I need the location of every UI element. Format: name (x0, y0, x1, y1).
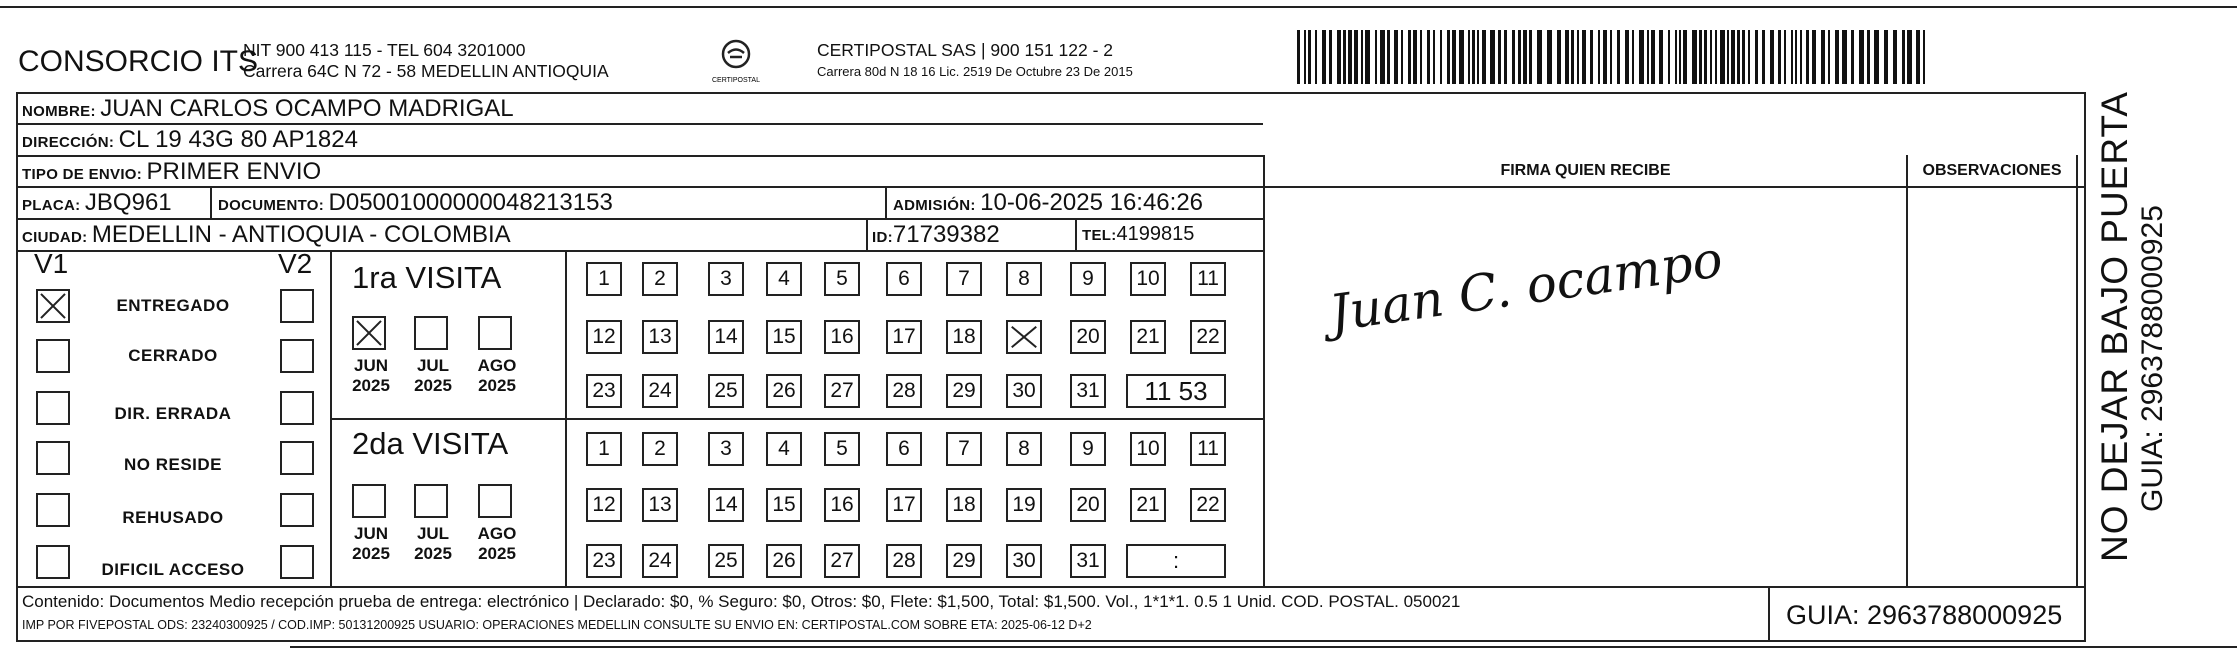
barcode-bar (1800, 30, 1802, 84)
barcode-bar (1447, 30, 1450, 84)
day-box[interactable]: 20 (1070, 488, 1106, 522)
v1-checkbox[interactable] (36, 545, 70, 579)
barcode-bar (1884, 30, 1888, 84)
id-label: ID: (872, 229, 893, 246)
ciudad-label: CIUDAD: (22, 229, 88, 246)
tipo-envio-row (22, 158, 321, 186)
day-box[interactable]: 24 (642, 374, 678, 408)
v1-checkbox[interactable] (36, 441, 70, 475)
rule (866, 218, 868, 250)
rule (16, 250, 1263, 252)
day-box[interactable]: 6 (886, 262, 922, 296)
rule (16, 123, 1263, 125)
day-box[interactable]: 3 (708, 432, 744, 466)
day-box[interactable]: 8 (1006, 262, 1042, 296)
direccion-row (22, 126, 358, 154)
barcode-bar (1762, 30, 1765, 84)
barcode-bar (1704, 30, 1707, 84)
barcode-bar (1874, 30, 1879, 84)
barcode-bar (1408, 30, 1411, 84)
barcode-bar (1582, 30, 1586, 84)
day-box[interactable]: 11 (1190, 262, 1226, 296)
day-box[interactable]: 16 (824, 320, 860, 354)
month-name: JUL (416, 524, 450, 543)
day-box[interactable]: 6 (886, 432, 922, 466)
placa-label: PLACA: (22, 197, 81, 214)
day-box[interactable] (1006, 320, 1042, 354)
barcode-bar (1380, 30, 1385, 84)
status-label: DIFICIL ACCESO (101, 560, 245, 579)
day-box[interactable]: 20 (1070, 320, 1106, 354)
barcode-bar (1867, 30, 1870, 84)
rule (2076, 155, 2078, 586)
barcode-bar (1529, 30, 1532, 84)
footer-content-line: Contenido: Documentos Medio recepción prueba de entrega: electrónico | Declarado: $0, % Seguro: $0, Otros: $0, Flete: $1,500, Total: $1,500. Vol., 1*1*1. 0.5 1 Unid. COD. POSTAL. 050021 (22, 592, 1461, 611)
day-box[interactable]: 22 (1190, 488, 1226, 522)
v2-checkbox[interactable] (280, 493, 314, 527)
status-label: ENTREGADO (116, 296, 230, 315)
day-box[interactable]: 30 (1006, 374, 1042, 408)
barcode-bar (1699, 30, 1702, 84)
company-name: CONSORCIO ITS (18, 45, 259, 78)
barcode-bar (1557, 30, 1561, 84)
day-box[interactable]: 31 (1070, 544, 1106, 578)
day-box[interactable]: 4 (766, 432, 802, 466)
day-box[interactable]: 29 (946, 544, 982, 578)
nombre-value: JUAN CARLOS OCAMPO MADRIGAL (100, 95, 514, 122)
placa-value: JBQ961 (84, 189, 172, 216)
barcode-bar (1812, 30, 1816, 84)
month-year: 2025 (414, 376, 452, 395)
barcode-bar (1348, 30, 1352, 84)
barcode-bar (1598, 30, 1600, 84)
barcode-bar (1433, 30, 1435, 84)
barcode-bar (1755, 30, 1758, 84)
day-box[interactable]: 24 (642, 544, 678, 578)
day-box[interactable]: 10 (1130, 262, 1166, 296)
second-visit-title: 2da VISITA (352, 426, 509, 461)
barcode-bar (1710, 30, 1712, 84)
barcode-bar (1440, 30, 1442, 84)
placa-cell (22, 189, 172, 217)
v1-checkbox[interactable] (36, 493, 70, 527)
barcode-bar (1902, 30, 1905, 84)
day-box[interactable]: 9 (1070, 432, 1106, 466)
v1-checkbox[interactable] (36, 339, 70, 373)
month-checkbox[interactable] (478, 484, 512, 518)
v2-checkbox[interactable] (280, 339, 314, 373)
tipo-envio-value: PRIMER ENVIO (146, 158, 322, 185)
barcode-bar (1821, 30, 1825, 84)
day-box[interactable]: 8 (1006, 432, 1042, 466)
barcode-bar (1625, 30, 1629, 84)
visit-time-box[interactable]: 11 53 (1126, 374, 1226, 408)
barcode-bar (1795, 30, 1797, 84)
certipostal-logo (709, 36, 763, 86)
month-label (472, 524, 522, 564)
barcode-bar (1727, 30, 1729, 84)
nit-line: NIT 900 413 115 - TEL 604 3201000 (243, 40, 526, 60)
rule (1768, 586, 1770, 642)
barcode-bar (1329, 30, 1332, 84)
tel-cell (1082, 223, 1194, 246)
barcode-bar (1603, 30, 1607, 84)
nombre-label: NOMBRE: (22, 103, 96, 120)
barcode-bar (1482, 30, 1486, 84)
day-box[interactable]: 15 (766, 488, 802, 522)
barcode-bar (1297, 30, 1300, 84)
month-checkbox[interactable] (352, 484, 386, 518)
firma-header: FIRMA QUIEN RECIBE (1500, 162, 1671, 179)
day-box[interactable]: 18 (946, 488, 982, 522)
tel-label: TEL: (1082, 227, 1117, 244)
barcode-bar (1420, 30, 1422, 84)
barcode (1297, 30, 1929, 84)
recipient-signature: Juan C. ocampo (1325, 230, 1727, 343)
month-year: 2025 (352, 376, 390, 395)
day-box[interactable]: 23 (586, 544, 622, 578)
barcode-bar (1778, 30, 1781, 84)
observaciones-header: OBSERVACIONES (1922, 162, 2062, 179)
barcode-bar (1617, 30, 1620, 84)
rule (16, 186, 2086, 188)
rule (330, 250, 332, 586)
barcode-bar (1907, 30, 1912, 84)
barcode-bar (1365, 30, 1370, 84)
barcode-bar (1387, 30, 1390, 84)
day-box[interactable]: 13 (642, 320, 678, 354)
day-box[interactable]: 16 (824, 488, 860, 522)
v1-checkbox[interactable] (36, 391, 70, 425)
day-box[interactable]: 12 (586, 488, 622, 522)
day-box[interactable]: 29 (946, 374, 982, 408)
barcode-bar (1784, 30, 1786, 84)
day-box[interactable]: 13 (642, 488, 678, 522)
id-cell (872, 221, 1000, 249)
visit-time-box[interactable]: : (1126, 544, 1226, 578)
barcode-bar (1401, 30, 1403, 84)
v2-checkbox[interactable] (280, 441, 314, 475)
day-box[interactable]: 31 (1070, 374, 1106, 408)
day-box[interactable]: 7 (946, 262, 982, 296)
barcode-bar (1668, 30, 1670, 84)
barcode-bar (1651, 30, 1655, 84)
barcode-bar (1498, 30, 1501, 84)
day-box[interactable]: 5 (824, 432, 860, 466)
status-label: NO RESIDE (123, 455, 223, 474)
month-name: JUN (353, 524, 388, 543)
barcode-bar (1468, 30, 1470, 84)
barcode-bar (1737, 30, 1740, 84)
day-box[interactable]: 18 (946, 320, 982, 354)
barcode-bar (1459, 30, 1464, 84)
month-checkbox[interactable] (414, 316, 448, 350)
month-checkbox[interactable] (414, 484, 448, 518)
day-box[interactable]: 28 (886, 374, 922, 408)
day-box[interactable]: 25 (708, 544, 744, 578)
barcode-bar (1893, 30, 1897, 84)
barcode-bar (1477, 30, 1479, 84)
rule (885, 186, 887, 218)
ciudad-value: MEDELLIN - ANTIOQUIA - COLOMBIA (91, 221, 511, 248)
rule (1263, 155, 1265, 586)
status-label: REHUSADO (122, 508, 224, 527)
documento-cell (218, 189, 613, 217)
day-box[interactable]: 27 (824, 544, 860, 578)
bottom-rule (290, 646, 2237, 648)
rule (16, 586, 2086, 588)
month-name: JUN (353, 356, 388, 375)
status-label: DIR. ERRADA (114, 404, 232, 423)
barcode-bar (1842, 30, 1847, 84)
month-label (346, 356, 396, 396)
day-box[interactable]: 2 (642, 432, 678, 466)
barcode-bar (1394, 30, 1398, 84)
month-name: JUL (416, 356, 450, 375)
day-box[interactable]: 19 (1006, 488, 1042, 522)
logo-caption: CERTIPOSTAL (712, 77, 760, 84)
day-box[interactable]: 1 (586, 432, 622, 466)
admision-cell (893, 189, 1203, 217)
day-box[interactable]: 22 (1190, 320, 1226, 354)
rule (1075, 218, 1077, 250)
certipostal-info (817, 40, 1133, 82)
barcode-bar (1683, 30, 1687, 84)
top-rule (0, 6, 2237, 8)
v1-header: V1 (34, 248, 69, 279)
barcode-bar (1692, 30, 1697, 84)
v1-checkbox[interactable] (36, 289, 70, 323)
month-checkbox[interactable] (352, 316, 386, 350)
admision-value: 10-06-2025 16:46:26 (980, 189, 1204, 216)
day-box[interactable]: 23 (586, 374, 622, 408)
day-box[interactable]: 14 (708, 488, 744, 522)
barcode-bar (1472, 30, 1475, 84)
barcode-bar (1851, 30, 1854, 84)
admision-label: ADMISIÓN: (893, 197, 976, 214)
v2-header: V2 (278, 248, 313, 279)
tipo-envio-label: TIPO DE ENVIO: (22, 166, 143, 183)
month-label (472, 356, 522, 396)
barcode-bar (1490, 30, 1495, 84)
barcode-bar (1512, 30, 1515, 84)
barcode-bar (1547, 30, 1552, 84)
footer-print-line: IMP POR FIVEPOSTAL ODS: 23240300925 / COD.IMP: 50131200925 USUARIO: OPERACIONES MEDELLIN CONSULTE SU ENVIO EN: CERTIPOSTAL.COM SOBRE ETA: 2025-06-12 D+2 (22, 618, 1092, 632)
v2-checkbox[interactable] (280, 391, 314, 425)
status-label: CERRADO (128, 346, 218, 365)
month-name: AGO (477, 356, 517, 375)
barcode-bar (1742, 30, 1745, 84)
barcode-bar (1361, 30, 1363, 84)
rule (210, 186, 212, 218)
barcode-bar (1659, 30, 1663, 84)
rule (565, 250, 567, 586)
day-box[interactable]: 15 (766, 320, 802, 354)
barcode-bar (1375, 30, 1377, 84)
certipostal-logo-icon (709, 36, 763, 86)
side-guia: GUIA: 2963788000925 (2136, 205, 2169, 512)
barcode-bar (1337, 30, 1341, 84)
day-box[interactable]: 17 (886, 488, 922, 522)
barcode-bar (1315, 30, 1317, 84)
ciudad-cell (22, 221, 511, 249)
barcode-bar (1343, 30, 1346, 84)
day-box[interactable]: 25 (708, 374, 744, 408)
company-info (243, 40, 609, 82)
barcode-bar (1748, 30, 1750, 84)
documento-value: D05001000000048213153 (328, 189, 613, 216)
tel-value: 4199815 (1116, 223, 1195, 245)
month-label (408, 524, 458, 564)
barcode-bar (1590, 30, 1593, 84)
barcode-bar (1647, 30, 1649, 84)
certipostal-line: CERTIPOSTAL SAS | 900 151 122 - 2 (817, 40, 1114, 60)
barcode-bar (1679, 30, 1681, 84)
day-box[interactable]: 3 (708, 262, 744, 296)
barcode-bar (1715, 30, 1717, 84)
barcode-bar (1413, 30, 1417, 84)
month-label (346, 524, 396, 564)
rule (16, 155, 1263, 157)
rule (1906, 155, 1908, 586)
barcode-bar (1610, 30, 1612, 84)
no-dejar-warning: NO DEJAR BAJO PUERTA (2094, 91, 2135, 562)
day-box[interactable]: 5 (824, 262, 860, 296)
month-name: AGO (477, 524, 517, 543)
rule (330, 418, 1263, 420)
id-value: 71739382 (892, 221, 1000, 248)
day-box[interactable]: 4 (766, 262, 802, 296)
barcode-bar (1565, 30, 1569, 84)
day-box[interactable]: 28 (886, 544, 922, 578)
v2-checkbox[interactable] (280, 289, 314, 323)
barcode-bar (1452, 30, 1456, 84)
barcode-bar (1504, 30, 1507, 84)
direccion-label: DIRECCIÓN: (22, 134, 115, 151)
barcode-bar (1923, 30, 1925, 84)
month-label (408, 356, 458, 396)
barcode-bar (1537, 30, 1542, 84)
day-box[interactable]: 21 (1130, 320, 1166, 354)
barcode-bar (1518, 30, 1521, 84)
barcode-bar (1791, 30, 1793, 84)
barcode-bar (1577, 30, 1579, 84)
day-box[interactable]: 14 (708, 320, 744, 354)
documento-label: DOCUMENTO: (218, 197, 325, 214)
barcode-bar (1322, 30, 1326, 84)
day-box[interactable]: 26 (766, 544, 802, 578)
month-checkbox[interactable] (478, 316, 512, 350)
address-line: Carrera 64C N 72 - 58 MEDELLIN ANTIOQUIA (243, 61, 609, 81)
barcode-bar (1675, 30, 1677, 84)
barcode-bar (1916, 30, 1920, 84)
barcode-bar (1806, 30, 1809, 84)
barcode-bar (1828, 30, 1830, 84)
day-box[interactable]: 26 (766, 374, 802, 408)
barcode-bar (1354, 30, 1358, 84)
day-box[interactable]: 10 (1130, 432, 1166, 466)
barcode-bar (1835, 30, 1839, 84)
nombre-row (22, 95, 514, 123)
barcode-bar (1859, 30, 1864, 84)
barcode-bar (1523, 30, 1527, 84)
day-box[interactable]: 17 (886, 320, 922, 354)
day-box[interactable]: 7 (946, 432, 982, 466)
barcode-bar (1720, 30, 1725, 84)
day-box[interactable]: 1 (586, 262, 622, 296)
barcode-bar (1427, 30, 1430, 84)
barcode-bar (1571, 30, 1574, 84)
month-year: 2025 (414, 544, 452, 563)
day-box[interactable]: 9 (1070, 262, 1106, 296)
day-box[interactable]: 2 (642, 262, 678, 296)
license-line: Carrera 80d N 18 16 Lic. 2519 De Octubre 23 De 2015 (817, 64, 1133, 79)
v2-checkbox[interactable] (280, 545, 314, 579)
direccion-value: CL 19 43G 80 AP1824 (118, 126, 358, 153)
barcode-bar (1304, 30, 1306, 84)
first-visit-title: 1ra VISITA (352, 260, 502, 295)
day-box[interactable]: 21 (1130, 488, 1166, 522)
barcode-bar (1770, 30, 1774, 84)
month-year: 2025 (478, 376, 516, 395)
day-box[interactable]: 30 (1006, 544, 1042, 578)
barcode-bar (1308, 30, 1311, 84)
barcode-bar (1731, 30, 1735, 84)
month-year: 2025 (478, 544, 516, 563)
day-box[interactable]: 12 (586, 320, 622, 354)
barcode-bar (1639, 30, 1644, 84)
footer-guia: GUIA: 2963788000925 (1786, 600, 2063, 630)
barcode-bar (1632, 30, 1634, 84)
day-box[interactable]: 27 (824, 374, 860, 408)
day-box[interactable]: 11 (1190, 432, 1226, 466)
month-year: 2025 (352, 544, 390, 563)
